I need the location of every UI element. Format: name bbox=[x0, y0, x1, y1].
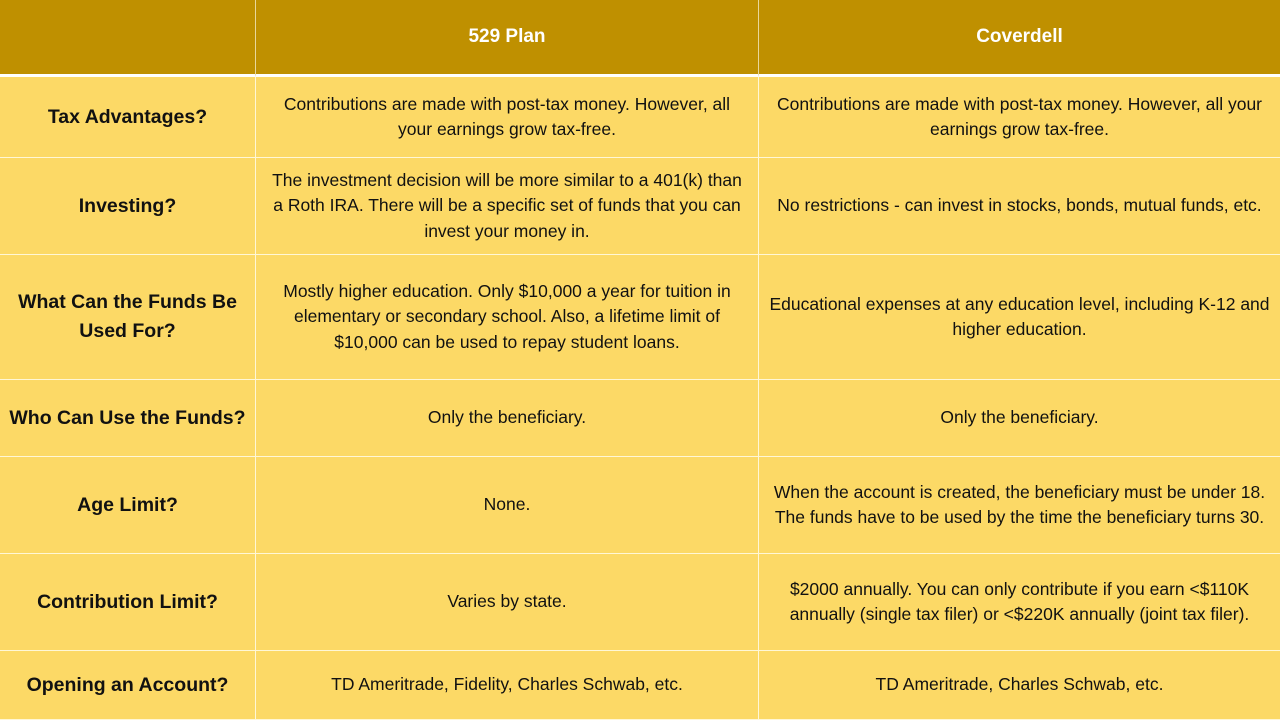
cell-529-who-can-use: Only the beneficiary. bbox=[256, 380, 759, 457]
header-corner-cell bbox=[0, 0, 256, 77]
cell-529-age-limit: None. bbox=[256, 457, 759, 554]
cell-529-contribution-limit: Varies by state. bbox=[256, 554, 759, 651]
cell-coverdell-age-limit: When the account is created, the beneficiary must be under 18. The funds have to be used by the time the beneficiary turns 30. bbox=[759, 457, 1280, 554]
header-529-plan: 529 Plan bbox=[256, 0, 759, 77]
row-label-who-can-use: Who Can Use the Funds? bbox=[0, 380, 256, 457]
row-label-opening-account: Opening an Account? bbox=[0, 651, 256, 720]
cell-529-tax-advantages: Contributions are made with post-tax money. However, all your earnings grow tax-free. bbox=[256, 77, 759, 158]
cell-coverdell-opening-account: TD Ameritrade, Charles Schwab, etc. bbox=[759, 651, 1280, 720]
header-coverdell: Coverdell bbox=[759, 0, 1280, 77]
cell-529-funds-usage: Mostly higher education. Only $10,000 a year for tuition in elementary or secondary school. Also, a lifetime limit of $10,000 can be used to repay student loans. bbox=[256, 255, 759, 380]
cell-529-opening-account: TD Ameritrade, Fidelity, Charles Schwab, etc. bbox=[256, 651, 759, 720]
cell-coverdell-contribution-limit: $2000 annually. You can only contribute if you earn <$110K annually (single tax filer) or <$220K annually (joint tax filer). bbox=[759, 554, 1280, 651]
row-label-tax-advantages: Tax Advantages? bbox=[0, 77, 256, 158]
cell-529-investing: The investment decision will be more similar to a 401(k) than a Roth IRA. There will be a specific set of funds that you can invest your money in. bbox=[256, 158, 759, 255]
row-label-contribution-limit: Contribution Limit? bbox=[0, 554, 256, 651]
cell-coverdell-tax-advantages: Contributions are made with post-tax money. However, all your earnings grow tax-free. bbox=[759, 77, 1280, 158]
row-label-investing: Investing? bbox=[0, 158, 256, 255]
row-label-age-limit: Age Limit? bbox=[0, 457, 256, 554]
cell-coverdell-who-can-use: Only the beneficiary. bbox=[759, 380, 1280, 457]
cell-coverdell-investing: No restrictions - can invest in stocks, bonds, mutual funds, etc. bbox=[759, 158, 1280, 255]
cell-coverdell-funds-usage: Educational expenses at any education level, including K-12 and higher education. bbox=[759, 255, 1280, 380]
row-label-funds-usage: What Can the Funds Be Used For? bbox=[0, 255, 256, 380]
